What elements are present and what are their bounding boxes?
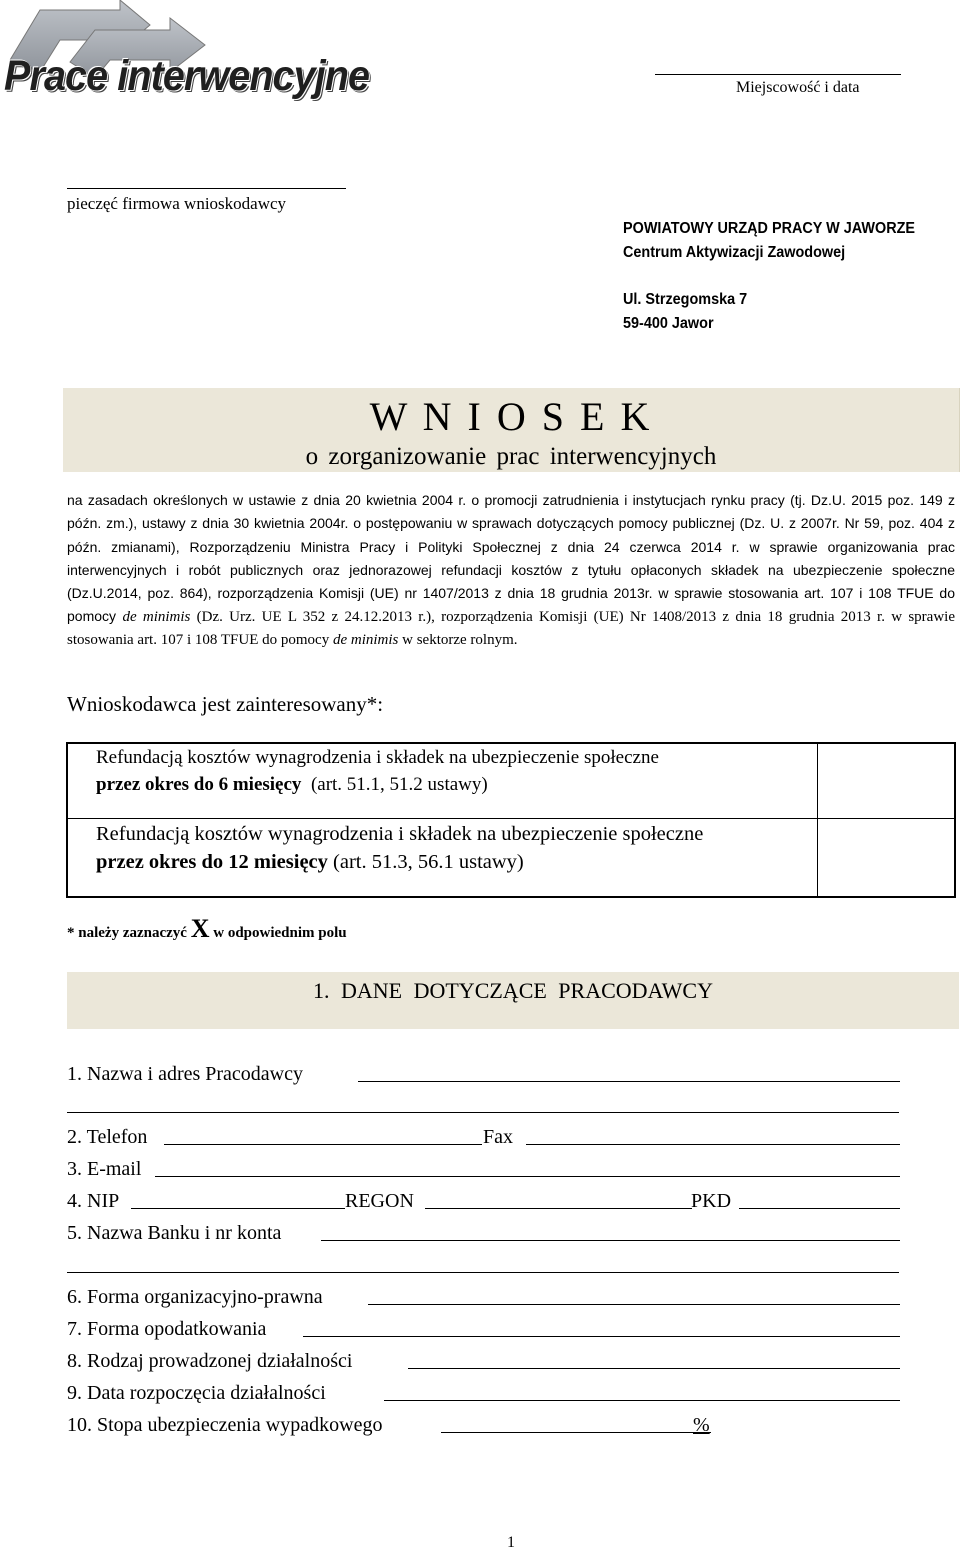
interest-label: Wnioskodawca jest zainteresowany*: <box>67 692 384 716</box>
field-bank-account-line2[interactable] <box>67 1272 899 1273</box>
field-accident-insurance-rate[interactable]: 10. Stopa ubezpieczenia wypadkowego % <box>67 1414 710 1436</box>
page-number: 1 <box>507 1534 515 1551</box>
option-12-months: Refundacją kosztów wynagrodzenia i składek na ubezpieczenie społeczne przez okres do 12 miesięcy (art. 51.3, 56.1 ustawy) <box>96 823 704 873</box>
stamp-label: pieczęć firmowa wnioskodawcy <box>67 194 287 213</box>
option-6-months-checkbox[interactable] <box>818 744 954 816</box>
office-name: POWIATOWY URZĄD PRACY W JAWORZE <box>623 220 916 237</box>
field-business-type[interactable]: 8. Rodzaj prowadzonej działalności <box>67 1348 907 1374</box>
field-bank-account[interactable]: 5. Nazwa Banku i nr konta <box>67 1220 907 1246</box>
field-nip-regon-pkd[interactable]: 4. NIP REGON PKD <box>67 1188 907 1214</box>
option-12-months-checkbox[interactable] <box>818 820 954 896</box>
field-business-start-date[interactable]: 9. Data rozpoczęcia działalności <box>67 1380 907 1406</box>
field-legal-form[interactable]: 6. Forma organizacyjno-prawna <box>67 1284 907 1310</box>
office-city: 59-400 Jawor <box>623 315 714 332</box>
logo-text: Prace interwencyjne <box>4 52 370 100</box>
office-unit: Centrum Aktywizacji Zawodowej <box>623 244 846 261</box>
document-subtitle: o zorganizowanie prac interwencyjnych <box>305 443 717 470</box>
option-6-months: Refundacją kosztów wynagrodzenia i składek na ubezpieczenie społeczne przez okres do 6 miesięcy (art. 51.1, 51.2 ustawy) <box>96 747 659 795</box>
place-date-label: Miejscowość i data <box>736 79 860 96</box>
field-taxation-form[interactable]: 7. Forma opodatkowania <box>67 1316 907 1342</box>
note-mark-x: * należy zaznaczyć X w odpowiednim polu <box>67 914 347 943</box>
table-divider-horizontal <box>66 818 956 819</box>
stamp-line <box>67 188 346 189</box>
field-company-name-address[interactable]: 1. Nazwa i adres Pracodawcy <box>67 1061 907 1087</box>
field-phone-fax[interactable]: 2. Telefon Fax <box>67 1124 907 1150</box>
place-date-line <box>655 74 901 75</box>
document-title: W N I O S E K <box>369 394 653 439</box>
field-company-name-line2[interactable] <box>67 1112 899 1113</box>
section-title: 1. DANE DOTYCZĄCE PRACODAWCY <box>312 978 713 1003</box>
office-street: Ul. Strzegomska 7 <box>623 291 748 308</box>
field-email[interactable]: 3. E-mail <box>67 1156 907 1182</box>
legal-basis: na zasadach określonych w ustawie z dnia 20 kwietnia 2004 r. o promocji zatrudnienia i instytucjach rynku pracy (tj. Dz.U. 2015 poz. 149 z późn. zm.), ustawy z dnia 30 kwietnia 2004r. o postępowaniu w sprawach dotyczących pomocy publicznej (Dz. U. z 2007r. Nr 59, poz. 404 z późn. zmianami), Rozporządzeniu Ministra Pracy i Polityki Społecznej z dnia 24 czerwca 2014 r. w sprawie organizowania prac interwencyjnych i robót publicznych oraz jednorazowej refundacji kosztów z tytułu opłaconych składek na ubezpieczenie społeczne (Dz.U.2014, poz. 864), rozporządzenia Komisji (UE) nr 1407/2013 z dnia 18 grudnia 2013r. w sprawie stosowania art. 107 i 108 TFUE do pomocy de minimis (Dz. Urz. UE L 352 z 24.12.2013 r.), rozporządzenia Komisji (UE) Nr 1408/2013 z dnia 18 grudnia 2013 r. w sprawie stosowania art. 107 i 108 TFUE do pomocy de minimis w sektorze rolnym. <box>67 492 955 648</box>
